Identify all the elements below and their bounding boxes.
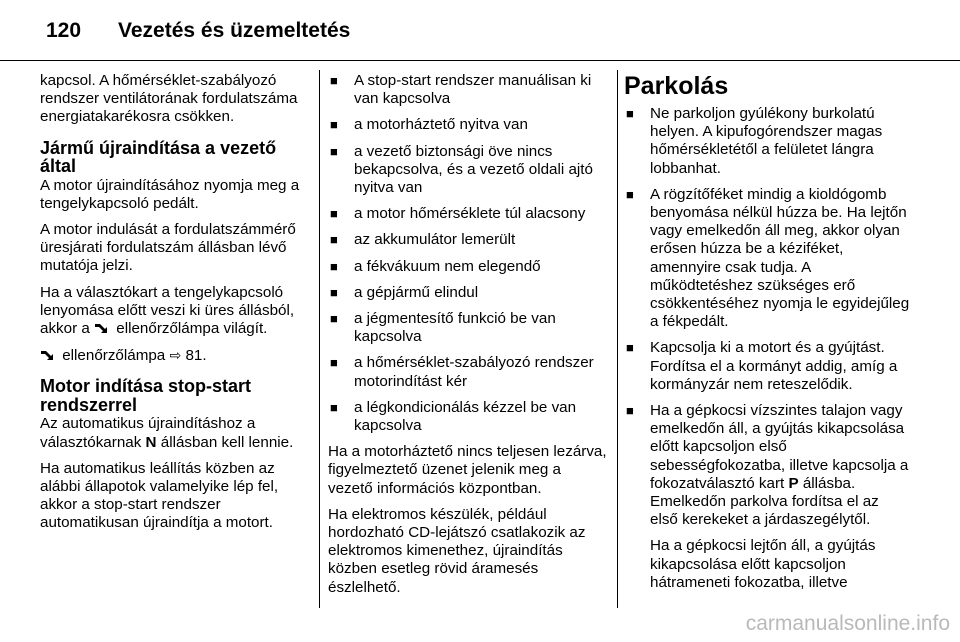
bullet-icon: ■ bbox=[626, 403, 634, 419]
gear-shift-arrow-icon bbox=[40, 349, 58, 361]
column-2 bbox=[328, 72, 608, 605]
list-item-text: a légkondicionálás kézzel be van kapcsolva bbox=[354, 398, 577, 435]
bullet-icon: ■ bbox=[330, 143, 338, 159]
column-divider-2 bbox=[617, 70, 618, 608]
bullet-icon: ■ bbox=[330, 311, 338, 327]
column-1 bbox=[40, 72, 312, 541]
running-title: Vezetés és üzemeltetés bbox=[118, 19, 351, 42]
gear-shift-arrow-icon bbox=[94, 322, 112, 334]
list-item-text: a motorháztető nyitva van bbox=[354, 116, 528, 134]
section-heading-restart: Jármű újraindítása a vezető által bbox=[40, 137, 277, 177]
section-heading-stopstart: Motor indítása stop-start rendszerrel bbox=[40, 376, 252, 415]
cross-reference bbox=[40, 346, 312, 365]
list-item-text: a gépjármű elindul bbox=[354, 283, 479, 301]
list-item-text: állásba. Emelkedőn parkolva fordítsa el az első kerekeket a járdaszegélytől. bbox=[650, 474, 879, 529]
parking-list bbox=[624, 105, 910, 592]
bullet-icon: ■ bbox=[626, 186, 634, 202]
watermark: carmanualsonline.info bbox=[745, 612, 950, 635]
list-item-text: Ha a gépkocsi vízszintes talajon vagy emelkedőn áll, a gyújtás kikapcsolása előtt kapcsoljon első sebességfokozatba, illetve kapcsolja a fokozatválasztó kart bbox=[650, 402, 909, 492]
bullet-icon: ■ bbox=[330, 117, 338, 133]
paragraph: Ha automatikus leállítás közben az alábbi állapotok valamelyike lép fel, akkor a stop-start rendszer automatikusan újraindítja a motort. bbox=[40, 459, 279, 532]
paragraph: Ha a motorháztető nincs teljesen lezárva, figyelmeztető üzenet jelenik meg a vezető információs központban. bbox=[328, 443, 607, 497]
column-3 bbox=[624, 72, 910, 600]
paragraph-text: ellenőrzőlámpa világít. bbox=[116, 320, 268, 338]
list-item bbox=[328, 310, 608, 346]
restart-conditions-list bbox=[328, 72, 608, 435]
list-item-text: a hőmérséklet-szabályozó rendszer motorindítást kér bbox=[354, 354, 594, 390]
list-item-text: a fékvákuum nem elegendő bbox=[354, 257, 541, 275]
list-item bbox=[328, 143, 608, 198]
list-item bbox=[328, 205, 608, 223]
paragraph-text: Az automatikus újraindításhoz a választókarnak bbox=[40, 415, 256, 451]
bullet-icon: ■ bbox=[330, 232, 338, 248]
bullet-icon: ■ bbox=[330, 73, 338, 88]
bullet-icon: ■ bbox=[330, 355, 338, 371]
bullet-icon: ■ bbox=[330, 399, 338, 415]
paragraph bbox=[40, 284, 312, 339]
list-item bbox=[328, 116, 608, 134]
bullet-icon: ■ bbox=[330, 284, 338, 300]
list-item-text: a motor hőmérséklete túl alacsony bbox=[354, 205, 586, 223]
paragraph bbox=[40, 415, 312, 451]
bullet-icon: ■ bbox=[626, 106, 634, 121]
list-item-text: A stop-start rendszer manuálisan ki van kapcsolva bbox=[354, 72, 592, 108]
list-item bbox=[328, 354, 608, 390]
bullet-icon: ■ bbox=[626, 340, 634, 356]
list-item bbox=[328, 72, 608, 108]
list-item-paragraph: Ha a gépkocsi lejtőn áll, a gyújtás kikapcsolása előtt kapcsoljon hátrameneti fokozatba, illetve bbox=[650, 537, 876, 591]
list-item-text: Ne parkoljon gyúlékony burkolatú helyen. A kipufogórendszer magas hőmérsékletétől a felületet lángra lobbanhat. bbox=[650, 105, 883, 177]
list-item-text: az akkumulátor lemerült bbox=[354, 231, 516, 249]
list-item-text: Kapcsolja ki a motort és a gyújtást. Fordítsa el a kormányt addig, amíg a kormányzár nem reteszelődik. bbox=[650, 339, 898, 393]
section-heading-parking: Parkolás bbox=[624, 72, 729, 100]
list-item bbox=[328, 399, 608, 435]
list-item bbox=[328, 258, 608, 276]
paragraph: kapcsol. A hőmérséklet-szabályozó rendszer ventilátorának fordulatszáma energiatakarékosra csökken. bbox=[40, 72, 298, 126]
list-item bbox=[624, 402, 910, 592]
reference-page[interactable]: 81. bbox=[185, 347, 207, 365]
page-number: 120 bbox=[46, 19, 82, 42]
list-item bbox=[624, 105, 910, 178]
paragraph-text: Ha a választókart a tengelykapcsoló lenyomása előtt veszi ki üres állásból, akkor a bbox=[40, 283, 295, 338]
paragraph: A motor újraindításához nyomja meg a tengelykapcsoló pedált. bbox=[40, 176, 300, 212]
gear-position-p: P bbox=[788, 474, 799, 492]
list-item-text: A rögzítőféket mindig a kioldógomb benyomása nélkül húzza be. Ha lejtőn vagy emelkedőn áll meg, akkor olyan erősen húzza be a kéziféket, amennyire csak tudja. A működtetéshez szükséges erő csökkentéséhez nyomja le egyidejűleg a fékpedált. bbox=[650, 185, 910, 331]
list-item-text: a vezető biztonsági öve nincs bekapcsolva, és a vezető oldali ajtó nyitva van bbox=[354, 142, 593, 197]
reference-text: ellenőrzőlámpa bbox=[62, 347, 166, 365]
list-item bbox=[328, 284, 608, 302]
list-item bbox=[624, 339, 910, 394]
list-item bbox=[328, 231, 608, 249]
list-item bbox=[624, 186, 910, 332]
bullet-icon: ■ bbox=[330, 206, 338, 222]
paragraph: Ha elektromos készülék, például hordozható CD-lejátszó csatlakozik az elektromos kimenethez, újraindítás közben esetleg rövid áramesés észlelhető. bbox=[328, 505, 586, 596]
page-header bbox=[0, 0, 960, 61]
column-divider-1 bbox=[319, 70, 320, 608]
page-reference-arrow-icon: ⇨ bbox=[169, 347, 182, 364]
gear-position-n: N bbox=[145, 433, 157, 451]
paragraph-text: állásban kell lennie. bbox=[160, 433, 294, 451]
paragraph: A motor indulását a fordulatszámmérő üresjárati fordulatszám állásban lévő mutatója jelzi. bbox=[40, 221, 296, 275]
list-item-text: a jégmentesítő funkció be van kapcsolva bbox=[354, 310, 556, 346]
bullet-icon: ■ bbox=[330, 258, 338, 274]
